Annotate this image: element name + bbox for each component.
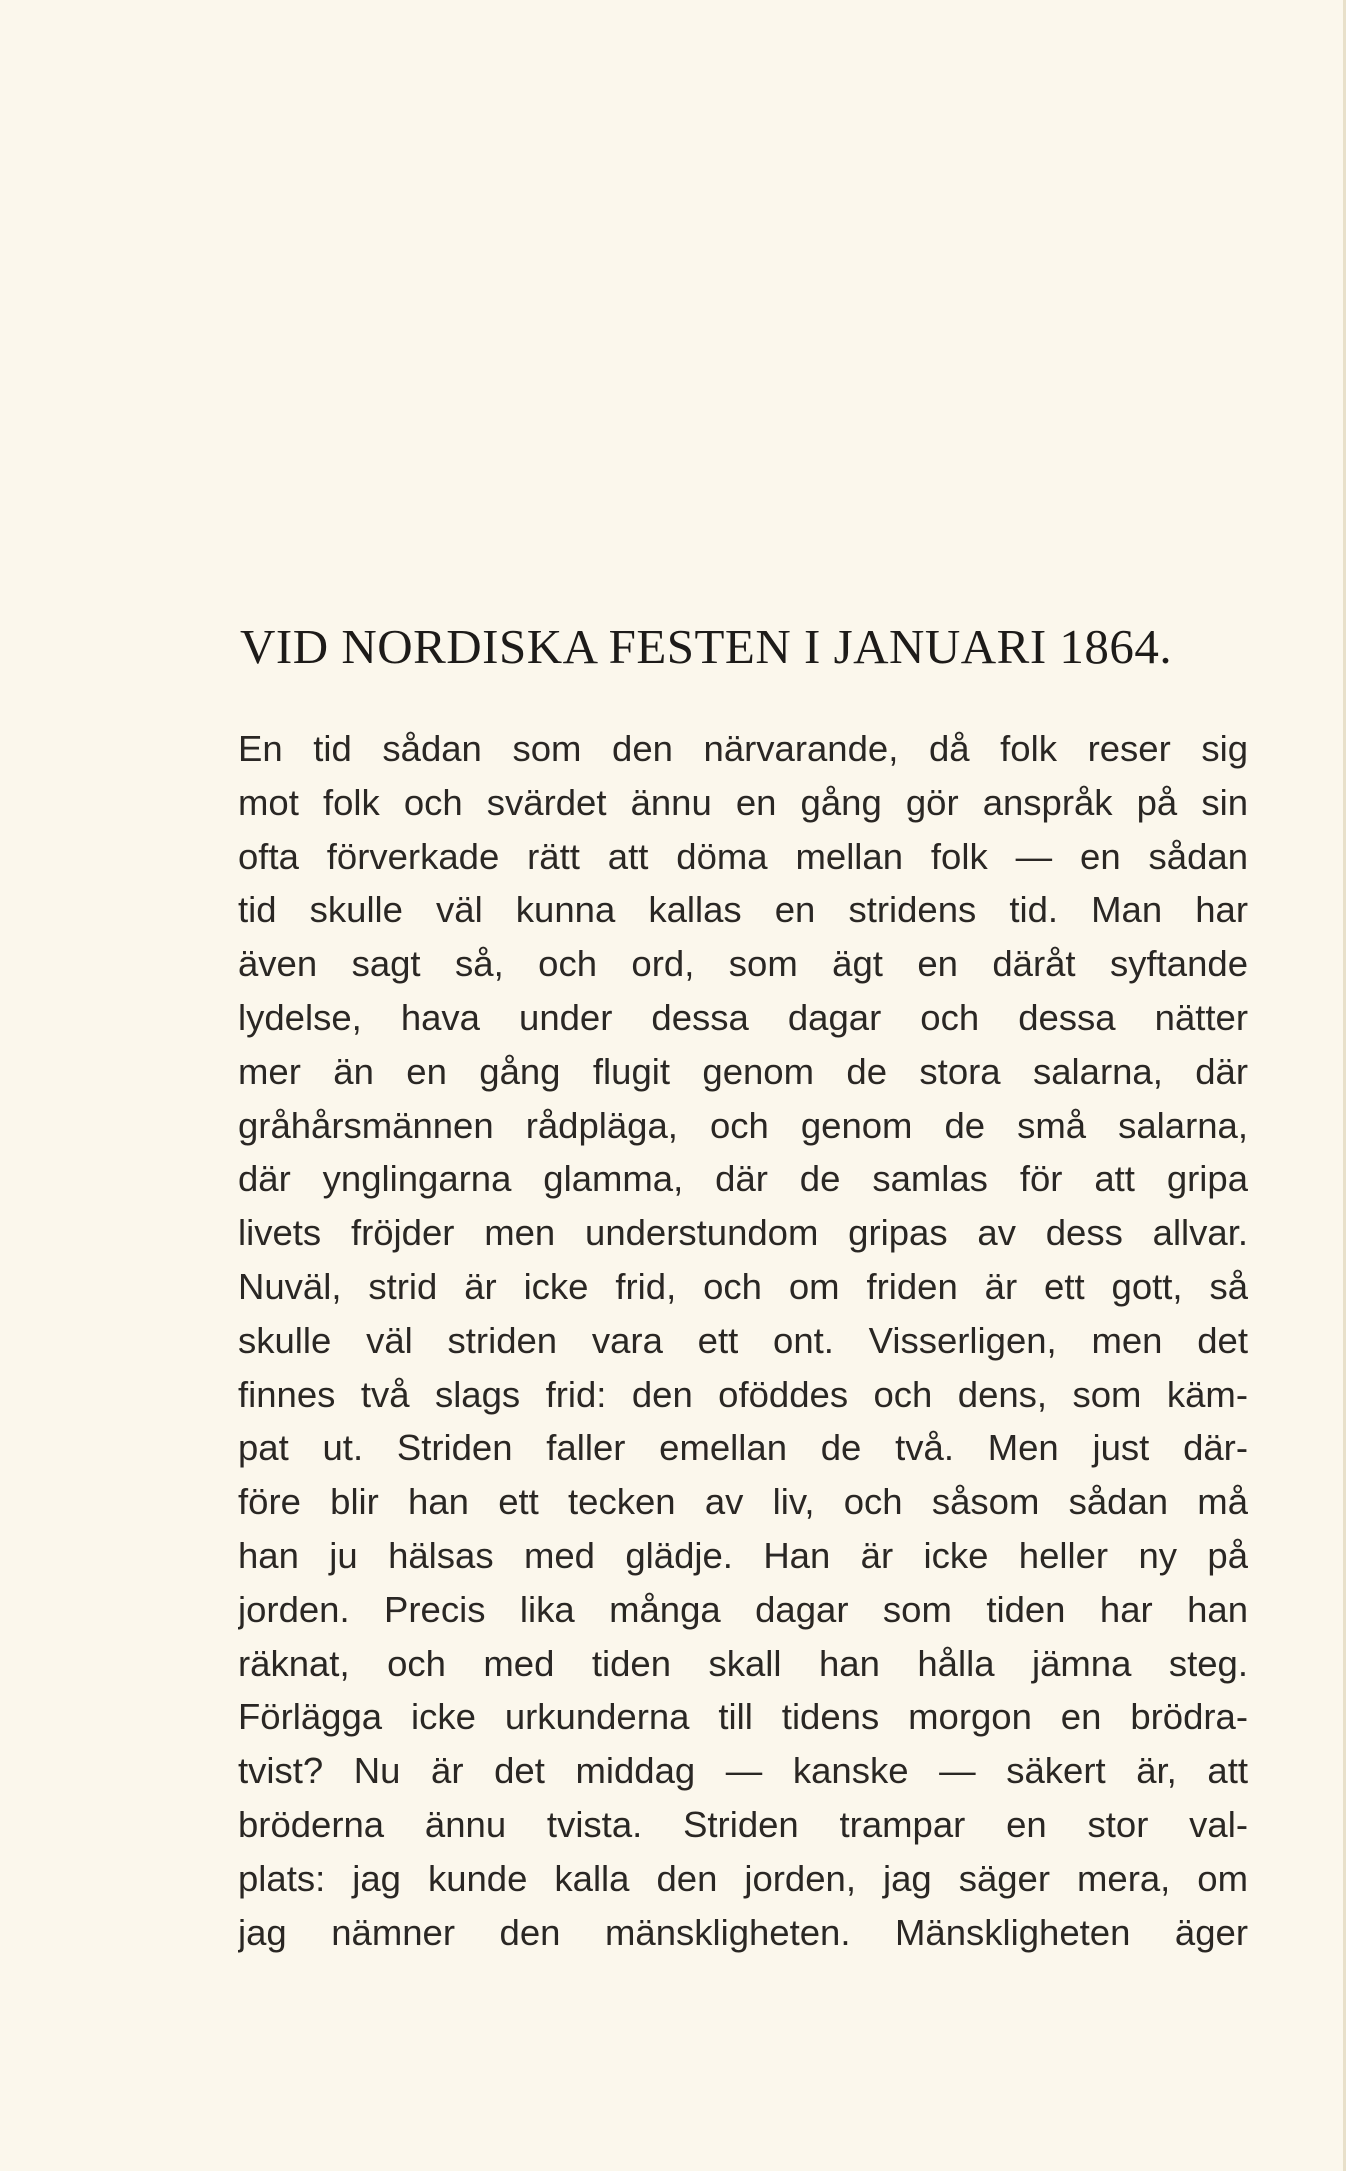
text-line: lydelse, hava under dessa dagar och dessa nätter (238, 996, 1248, 1038)
text-line: jorden. Precis lika många dagar som tiden har han (238, 1588, 1248, 1630)
text-line: skulle väl striden vara ett ont. Visserligen, men det (238, 1319, 1248, 1361)
text-line: tvist? Nu är det middag — kanske — säkert är, att (238, 1750, 1248, 1792)
text-line: mer än en gång flugit genom de stora salarna, där (238, 1050, 1248, 1092)
text-line: gråhårsmännen rådpläga, och genom de små salarna, (238, 1104, 1248, 1146)
text-line: räknat, och med tiden skall han hålla jämna steg. (238, 1642, 1248, 1684)
text-line: även sagt så, och ord, som ägt en däråt syftande (238, 943, 1248, 985)
text-line: pat ut. Striden faller emellan de två. Men just där- (238, 1427, 1248, 1469)
text-line: ofta förverkade rätt att döma mellan folk — en sådan (238, 835, 1248, 877)
text-line: mot folk och svärdet ännu en gång gör anspråk på sin (238, 781, 1248, 823)
text-line: Nuväl, strid är icke frid, och om friden är ett gott, så (238, 1265, 1248, 1307)
text-line: livets fröjder men understundom gripas av dess allvar. (238, 1212, 1248, 1254)
body-paragraph (238, 722, 1248, 1959)
text-line: han ju hälsas med glädje. Han är icke heller ny på (238, 1534, 1248, 1576)
text-line: plats: jag kunde kalla den jorden, jag säger mera, om (238, 1857, 1248, 1899)
text-line: jag nämner den mänskligheten. Mänskligheten äger (238, 1911, 1248, 1953)
chapter-title: VID NORDISKA FESTEN I JANUARI 1864. (240, 619, 1173, 674)
text-line: tid skulle väl kunna kallas en stridens tid. Man har (238, 889, 1248, 931)
text-line: före blir han ett tecken av liv, och såsom sådan må (238, 1481, 1248, 1523)
text-line: Förlägga icke urkunderna till tidens morgon en brödra- (238, 1696, 1248, 1738)
text-line: där ynglingarna glamma, där de samlas för att gripa (238, 1158, 1248, 1200)
text-line: finnes två slags frid: den oföddes och dens, som käm- (238, 1373, 1248, 1415)
text-line: bröderna ännu tvista. Striden trampar en stor val- (238, 1803, 1248, 1845)
text-line: En tid sådan som den närvarande, då folk reser sig (238, 728, 1248, 769)
